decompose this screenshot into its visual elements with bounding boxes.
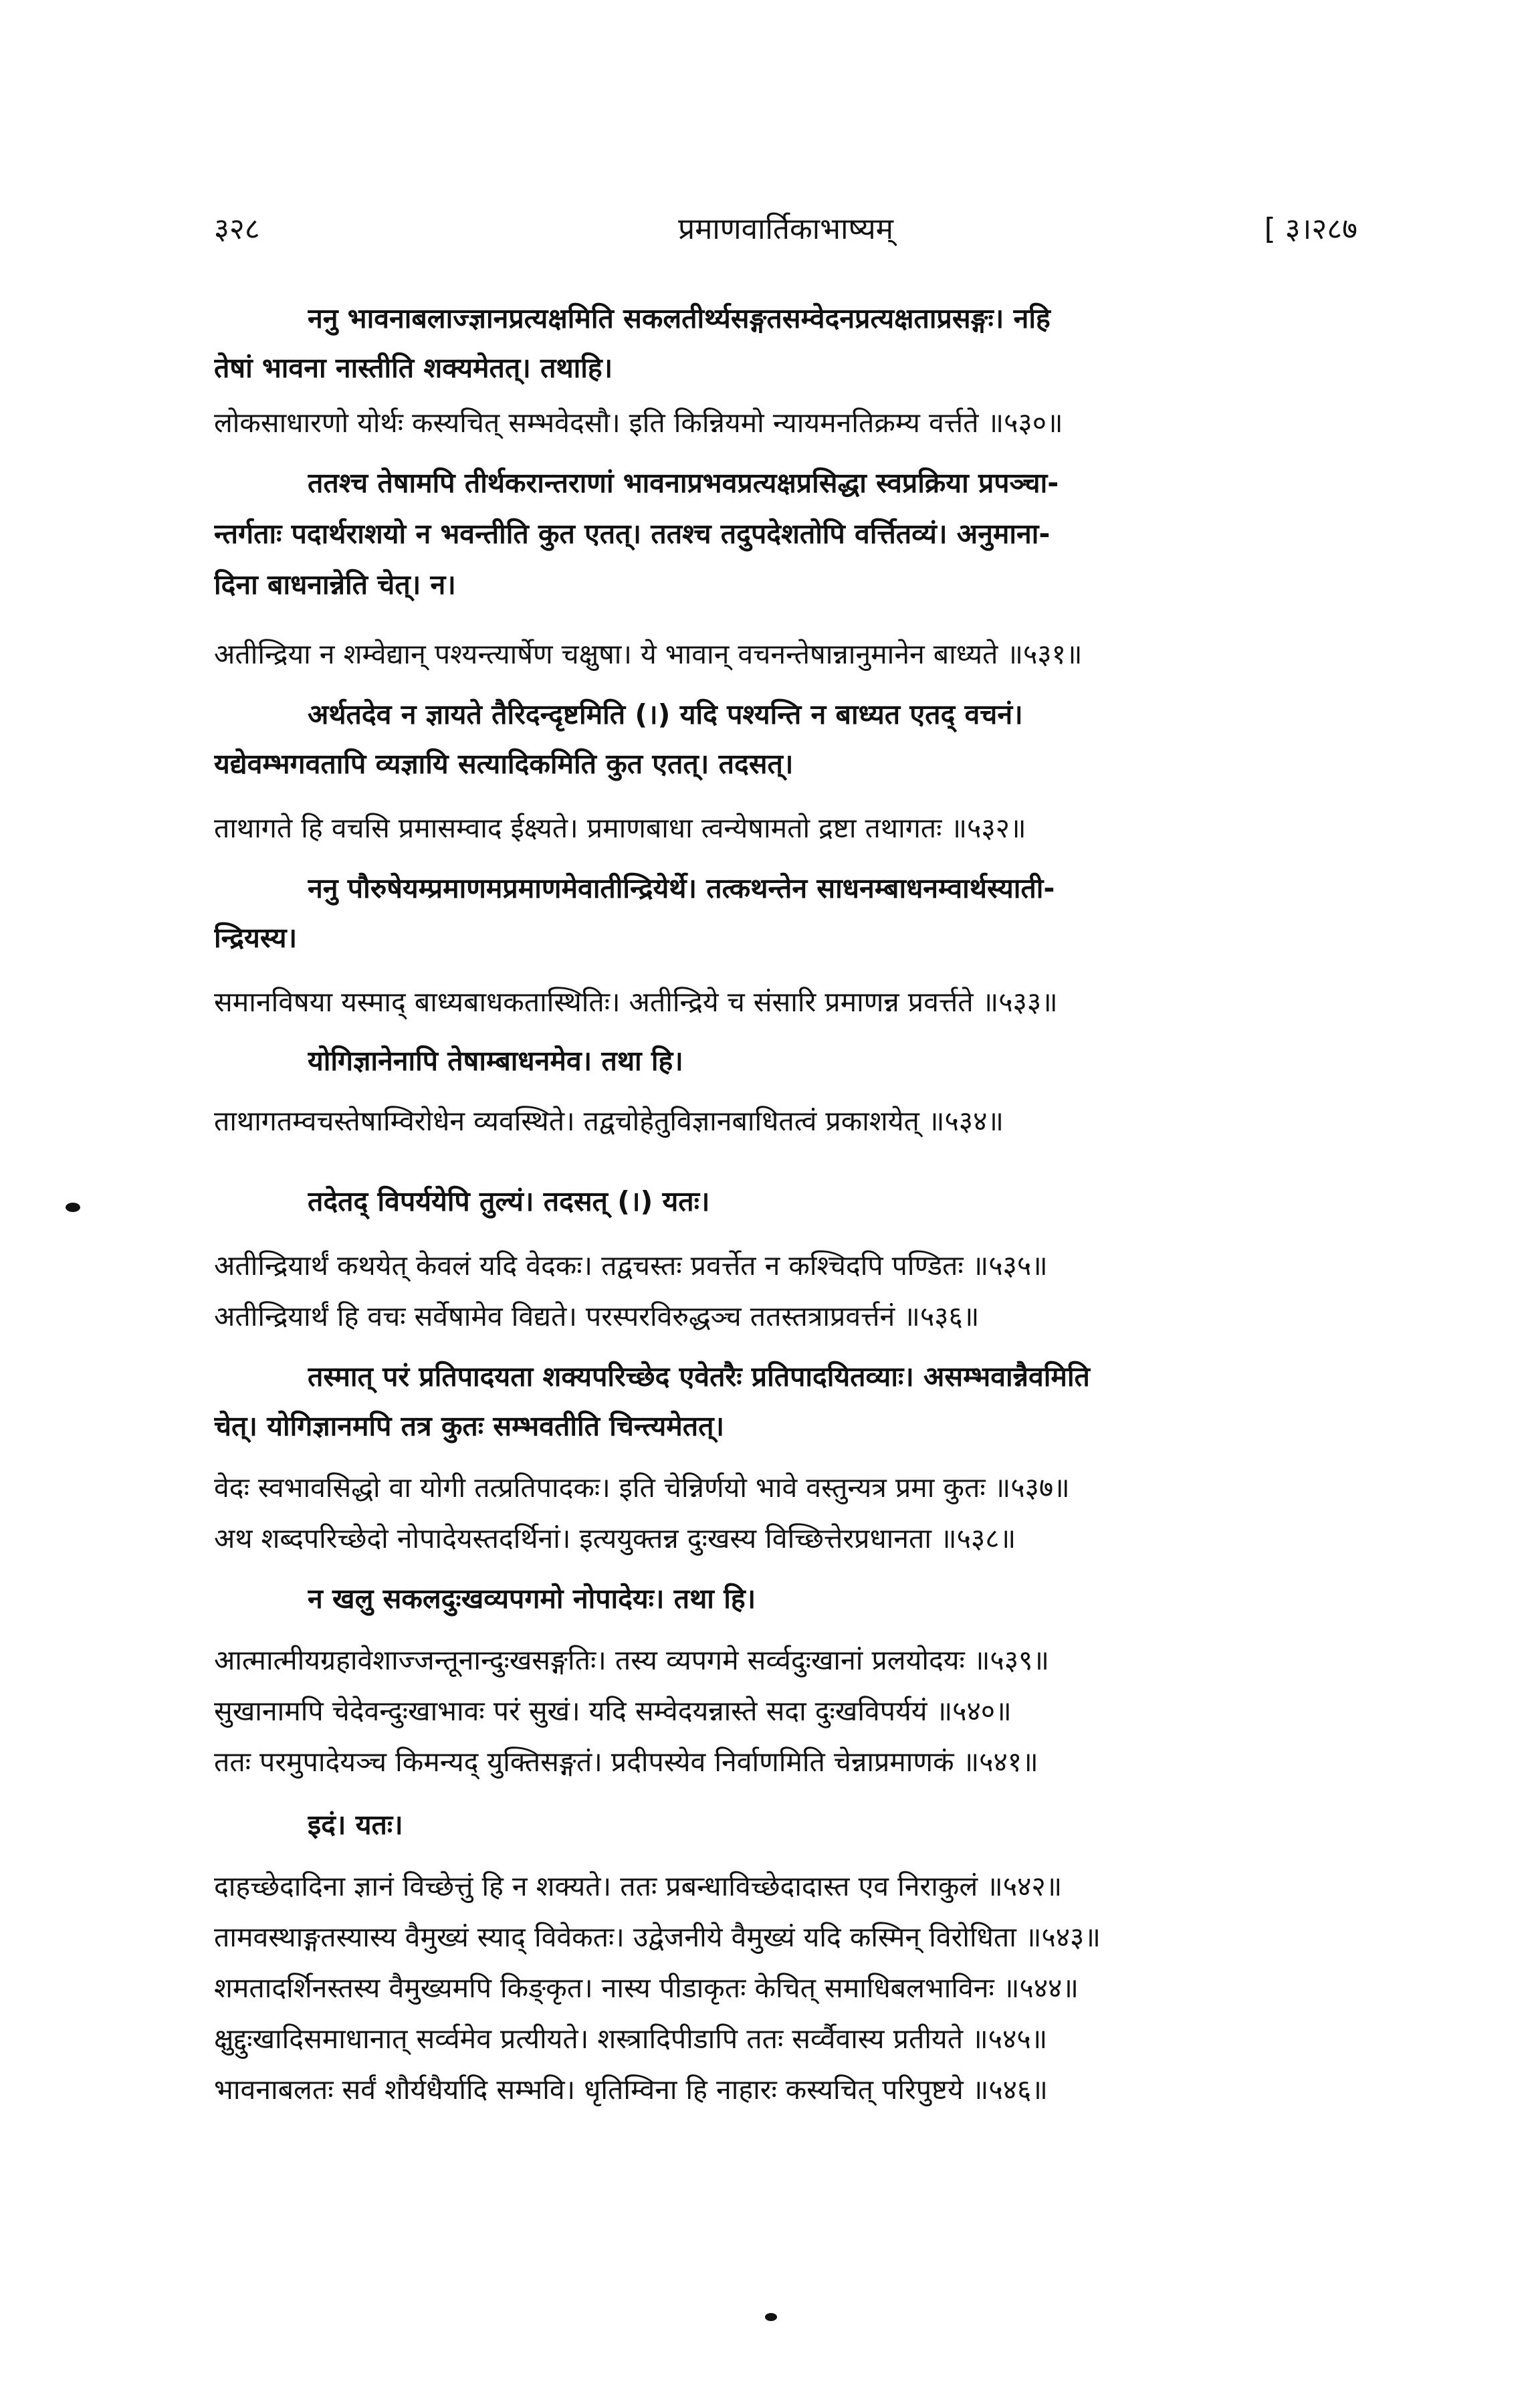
verse-line: क्षुद्दुःखादिसमाधानात् सर्व्वमेव प्रत्यीयते। शस्त्रादिपीडापि ततः सर्व्वैवास्य प्रतीयते ॥५४५॥ [214, 2023, 1048, 2055]
verse-line: अथ शब्दपरिच्छेदो नोपादेयस्तदर्थिनां। इत्ययुक्तन्न दुःखस्य विच्छित्तेरप्रधानता ॥५३८॥ [214, 1522, 1016, 1554]
verse-line: ततः परमुपादेयञ्च किमन्यद् युक्तिसङ्गतं। प्रदीपस्येव निर्वाणमिति चेन्नाप्रमाणकं ॥५४१॥ [214, 1746, 1038, 1778]
commentary-line: अर्थतदेव न ज्ञायते तैरिदन्दृष्टमिति (।) यदि पश्यन्ति न बाध्यत एतद् वचनं। [308, 698, 1023, 730]
commentary-line: ततश्च तेषामपि तीर्थकरान्तराणां भावनाप्रभवप्रत्यक्षप्रसिद्धा स्वप्रक्रिया प्रपञ्चा- [308, 467, 1059, 499]
commentary-line: तेषां भावना नास्तीति शक्यमेतत्। तथाहि। [214, 352, 613, 384]
verse-line: अतीन्द्रियार्थं कथयेत् केवलं यदि वेदकः। तद्वचस्तः प्रवर्त्तेत न कश्चिदपि पण्डितः ॥५३५॥ [214, 1249, 1048, 1282]
commentary-line: न खलु सकलदुःखव्यपगमो नोपादेयः। तथा हि। [308, 1583, 756, 1615]
verse-line: भावनाबलतः सर्वं शौर्यधैर्यादि सम्भवि। धृतिम्विना हि नाहारः कस्यचित् परिपुष्टये ॥५४६॥ [214, 2074, 1048, 2106]
verse-line: शमतादर्शिनस्तस्य वैमुख्यमपि किङ्कृत। नास्य पीडाकृतः केचित् समाधिबलभाविनः ॥५४४॥ [214, 1972, 1079, 2004]
commentary-line: यद्येवम्भगवतापि व्यज्ञायि सत्यादिकमिति कुत एतत्। तदसत्। [214, 748, 794, 780]
verse-line: लोकसाधारणो योर्थः कस्यचित् सम्भवेदसौ। इति किन्नियमो न्यायमनतिक्रम्य वर्त्तते ॥५३०॥ [214, 407, 1063, 439]
commentary-line: दिना बाधनान्नेति चेत्। न। [214, 569, 456, 601]
commentary-line: तदेतद् विपर्ययेपि तुल्यं। तदसत् (।) यतः। [308, 1185, 710, 1217]
verse-line: वेदः स्वभावसिद्धो वा योगी तत्प्रतिपादकः। इति चेन्निर्णयो भावे वस्तुन्यत्र प्रमा कुतः ॥५३७॥ [214, 1472, 1070, 1504]
section-reference: [ ३।२८७ [1264, 212, 1357, 246]
running-header [214, 201, 1357, 254]
commentary-line: तस्मात् परं प्रतिपादयता शक्यपरिच्छेद एवेतरैः प्रतिपादयितव्याः। असम्भवान्नैवमिति [308, 1361, 1090, 1393]
commentary-line: चेत्। योगिज्ञानमपि तत्र कुतः सम्भवतीति चिन्त्यमेतत्। [214, 1410, 725, 1442]
commentary-line: ननु पौरुषेयम्प्रमाणमप्रमाणमेवातीन्द्रियेर्थे। तत्कथन्तेन साधनम्बाधनम्वार्थस्याती- [308, 872, 1055, 904]
commentary-line: न्तर्गताः पदार्थराशयो न भवन्तीति कुत एतत्। ततश्च तदुपदेशतोपि वर्त्तितव्यं। अनुमाना- [214, 518, 1051, 550]
ink-speck-mark [66, 1203, 80, 1212]
verse-line: ताथागते हि वचसि प्रमासम्वाद ईक्ष्यते। प्रमाणबाधा त्वन्येषामतो द्रष्टा तथागतः ॥५३२॥ [214, 812, 1026, 844]
verse-line: सुखानामपि चेदेवन्दुःखाभावः परं सुखं। यदि सम्वेदयन्नास्ते सदा दुःखविपर्ययं ॥५४०॥ [214, 1695, 1012, 1727]
page-number: ३२८ [214, 212, 260, 246]
ink-speck-mark [765, 2313, 777, 2321]
running-title: प्रमाणवार्तिकाभाष्यम् [678, 212, 893, 246]
verse-line: अतीन्द्रिया न शम्वेद्यान् पश्यन्त्यार्षेण चक्षुषा। ये भावान् वचनन्तेषान्नानुमानेन बाध्यते ॥५३१॥ [214, 638, 1083, 670]
commentary-line: ननु भावनाबलाज्ज्ञानप्रत्यक्षमिति सकलतीर्थ्यसङ्गतसम्वेदनप्रत्यक्षताप्रसङ्गः। नहि [308, 302, 1051, 334]
verse-line: दाहच्छेदादिना ज्ञानं विच्छेत्तुं हि न शक्यते। ततः प्रबन्धाविच्छेदादास्त एव निराकुलं ॥५४२॥ [214, 1870, 1063, 1902]
verse-line: समानविषया यस्माद् बाध्यबाधकतास्थितिः। अतीन्द्रिये च संसारि प्रमाणन्न प्रवर्त्तते ॥५३३॥ [214, 986, 1058, 1018]
verse-line: ताथागतम्वचस्तेषाम्विरोधेन व्यवस्थिते। तद्वचोहेतुविज्ञानबाधितत्वं प्रकाशयेत् ॥५३४॥ [214, 1105, 1004, 1137]
commentary-line: योगिज्ञानेनापि तेषाम्बाधनमेव। तथा हि। [308, 1045, 683, 1077]
verse-line: आत्मात्मीयग्रहावेशाज्जन्तूनान्दुःखसङ्गतिः। तस्य व्यपगमे सर्व्वदुःखानां प्रलयोदयः ॥५३९॥ [214, 1644, 1049, 1676]
commentary-line: न्द्रियस्य। [214, 922, 298, 954]
verse-line: तामवस्थाङ्गतस्यास्य वैमुख्यं स्याद् विवेकतः। उद्वेजनीये वैमुख्यं यदि कस्मिन् विरोधिता ॥५४३॥ [214, 1921, 1101, 1953]
verse-line: अतीन्द्रियार्थं हि वचः सर्वेषामेव विद्यते। परस्परविरुद्धञ्च ततस्तत्राप्रवर्त्तनं ॥५३६॥ [214, 1300, 980, 1332]
commentary-line: इदं। यतः। [308, 1809, 403, 1841]
